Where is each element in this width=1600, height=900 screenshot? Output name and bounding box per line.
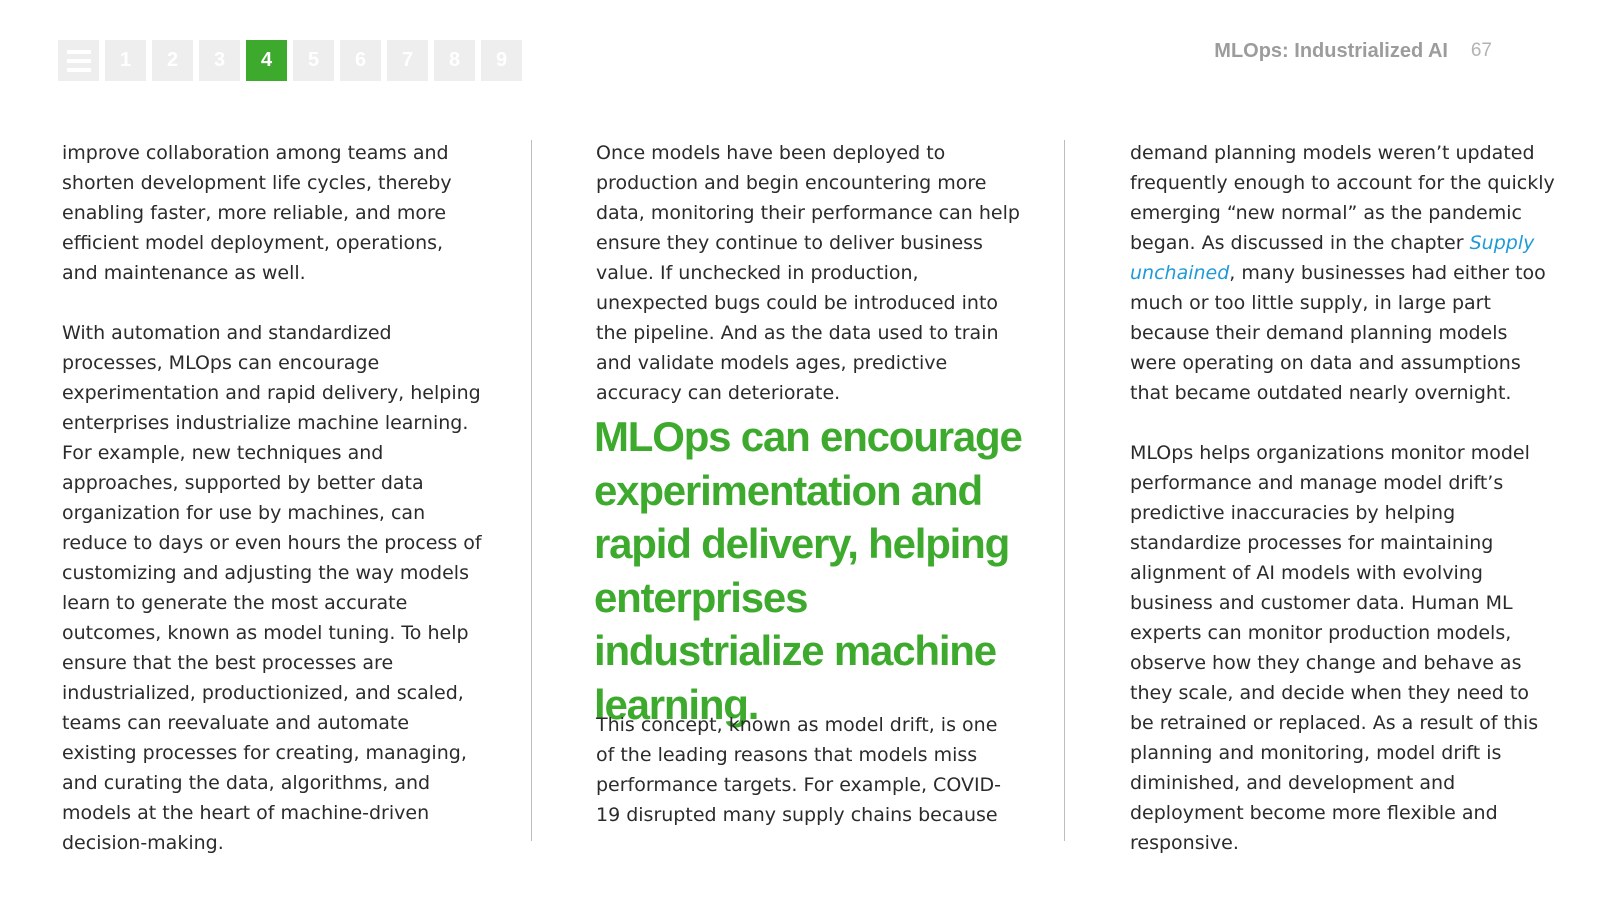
page-button-8[interactable]: 8	[434, 40, 475, 81]
page-button-6[interactable]: 6	[340, 40, 381, 81]
chapter-link-supply-unchained[interactable]: Supply unchained	[1130, 232, 1535, 284]
page-button-3[interactable]: 3	[199, 40, 240, 81]
page-button-4-active[interactable]: 4	[246, 40, 287, 81]
paragraph: improve collaboration among teams and shorten development life cycles, thereby enabling faster, more reliable, and more efficient model deployment, operations, and maintenance as well.	[62, 142, 452, 284]
page-button-7[interactable]: 7	[387, 40, 428, 81]
page-button-5[interactable]: 5	[293, 40, 334, 81]
paragraph-text: demand planning models weren’t updated frequently enough to account for the quickly emerging “new normal” as the pandemic began. As discussed in the chapter	[1130, 142, 1555, 254]
paragraph: Once models have been deployed to production and begin encountering more data, monitoring their performance can help ensure they continue to deliver business value. If unchecked in production, unexpected bugs could be introduced into the pipeline. And as the data used to train and validate models ages, predictive accuracy can deteriorate.	[596, 142, 1020, 404]
document-title: MLOps: Industrialized AI	[1214, 40, 1448, 62]
column-divider	[531, 140, 532, 841]
page-button-9[interactable]: 9	[481, 40, 522, 81]
text-column-2	[596, 138, 1021, 408]
paragraph-text: , many businesses had either too much or too little supply, in large part because their demand planning models were operating on data and assumptions that became outdated nearly overnight.	[1130, 262, 1546, 404]
hamburger-menu-icon[interactable]	[58, 40, 99, 81]
paragraph: This concept, known as model drift, is one of the leading reasons that models miss performance targets. For example, COVID-19 disrupted many supply chains because	[596, 714, 1002, 826]
paragraph: MLOps helps organizations monitor model performance and manage model drift’s predictive inaccuracies by helping standardize processes for maintaining alignment of AI models with evolving business and customer data. Human ML experts can monitor production models, observe how they change and behave as they scale, and decide when they need to be retrained or replaced. As a result of this planning and monitoring, model drift is diminished, and development and deployment become more flexible and responsive.	[1130, 442, 1539, 854]
column-divider	[1064, 140, 1065, 841]
paragraph	[1130, 138, 1555, 408]
page-button-2[interactable]: 2	[152, 40, 193, 81]
pull-quote: MLOps can encourage experimentation and rapid delivery, helping enterprises industrialize machine learning.	[594, 413, 1022, 728]
text-column-1	[62, 138, 482, 858]
page-button-1[interactable]: 1	[105, 40, 146, 81]
text-column-3	[1130, 138, 1555, 858]
page-number: 67	[1470, 40, 1492, 61]
text-column-2-continued	[596, 710, 1021, 830]
paragraph: With automation and standardized processes, MLOps can encourage experimentation and rapid delivery, helping enterprises industrialize machine learning. For example, new techniques and approaches, supported by better data organization for use by machines, can reduce to days or even hours the process of customizing and adjusting the way models learn to generate the most accurate outcomes, known as model tuning. To help ensure that the best processes are industrialized, productionized, and scaled, teams can reevaluate and automate existing processes for creating, managing, and curating the data, algorithms, and models at the heart of machine-driven decision-making.	[62, 322, 482, 854]
page-navigation	[58, 40, 522, 81]
